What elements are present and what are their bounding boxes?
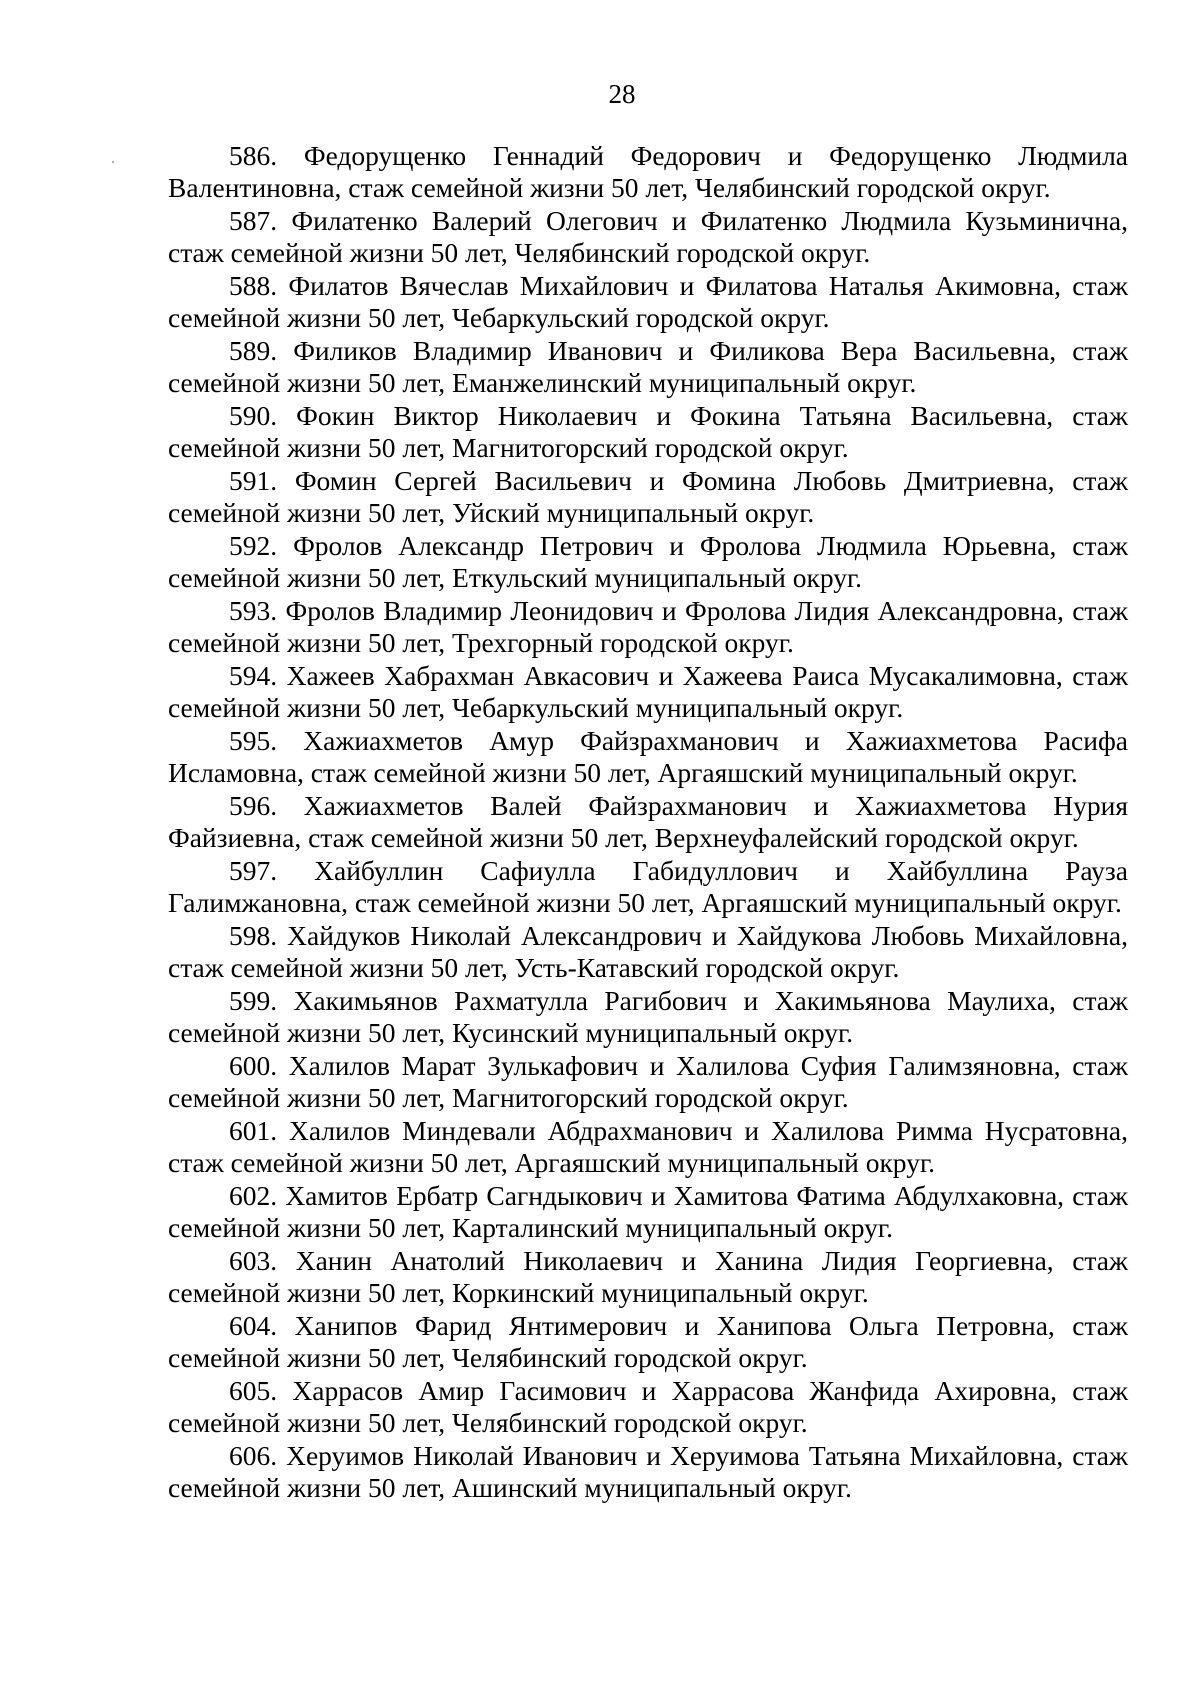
item-text: Ханин Анатолий Николаевич и Ханина Лидия Георгиевна, стаж семейной жизни 50 лет, Коркинский муниципальный округ. <box>168 1245 1128 1308</box>
item-number: 601. <box>229 1115 278 1146</box>
list-item <box>168 1180 1128 1244</box>
item-text: Федорущенко Геннадий Федорович и Федорущенко Людмила Валентиновна, стаж семейной жизни 50 лет, Челябинский городской округ. <box>168 140 1128 203</box>
item-number: 588. <box>229 270 278 301</box>
list-item <box>168 1050 1128 1114</box>
item-text: Фролов Александр Петрович и Фролова Людмила Юрьевна, стаж семейной жизни 50 лет, Еткульский муниципальный округ. <box>168 530 1129 593</box>
list-item <box>168 1375 1128 1439</box>
item-text: Хажиахметов Валей Файзрахманович и Хажиахметова Нурия Файзиевна, стаж семейной жизни 50 лет, Верхнеуфалейский городской округ. <box>168 790 1128 853</box>
list-item <box>168 985 1128 1049</box>
list-item <box>168 530 1128 594</box>
list-item <box>168 920 1128 984</box>
item-text: Хайдуков Николай Александрович и Хайдукова Любовь Михайловна, стаж семейной жизни 50 лет, Усть-Катавский городской округ. <box>168 920 1129 983</box>
list-item <box>168 1440 1128 1504</box>
item-number: 591. <box>229 465 278 496</box>
page-number: 28 <box>608 79 636 109</box>
item-number: 586. <box>229 140 278 171</box>
item-number: 595. <box>229 725 278 756</box>
item-text: Халилов Марат Зулькафович и Халилова Суфия Галимзяновна, стаж семейной жизни 50 лет, Магнитогорский городской округ. <box>168 1050 1128 1113</box>
item-text: Херуимов Николай Иванович и Херуимова Татьяна Михайловна, стаж семейной жизни 50 лет, Ашинский муниципальный округ. <box>168 1440 1129 1503</box>
item-number: 587. <box>229 205 278 236</box>
list-item <box>168 595 1128 659</box>
item-text: Харрасов Амир Гасимович и Харрасова Жанфида Ахировна, стаж семейной жизни 50 лет, Челябинский городской округ. <box>168 1375 1129 1438</box>
item-number: 605. <box>229 1375 278 1406</box>
list-item <box>168 465 1128 529</box>
list-item <box>168 400 1128 464</box>
item-number: 606. <box>229 1440 278 1471</box>
list-item <box>168 205 1128 269</box>
item-text: Фокин Виктор Николаевич и Фокина Татьяна Васильевна, стаж семейной жизни 50 лет, Магнитогорский городской округ. <box>168 400 1128 463</box>
list-item <box>168 660 1128 724</box>
list-item <box>168 790 1128 854</box>
item-text: Филиков Владимир Иванович и Филикова Вера Васильевна, стаж семейной жизни 50 лет, Еманжелинский муниципальный округ. <box>168 335 1128 398</box>
item-text: Хакимьянов Рахматулла Рагибович и Хакимьянова Маулиха, стаж семейной жизни 50 лет, Кусинский муниципальный округ. <box>168 985 1128 1048</box>
item-number: 598. <box>229 920 278 951</box>
item-number: 604. <box>229 1310 278 1341</box>
item-number: 602. <box>229 1180 278 1211</box>
item-number: 592. <box>229 530 278 561</box>
item-text: Фомин Сергей Васильевич и Фомина Любовь Дмитриевна, стаж семейной жизни 50 лет, Уйский муниципальный округ. <box>168 465 1128 528</box>
item-text: Хамитов Ербатр Сагндыкович и Хамитова Фатима Абдулхаковна, стаж семейной жизни 50 лет, Карталинский муниципальный округ. <box>168 1180 1128 1243</box>
item-number: 596. <box>229 790 278 821</box>
list-item <box>168 1310 1128 1374</box>
item-number: 597. <box>229 855 278 886</box>
item-text: Филатенко Валерий Олегович и Филатенко Людмила Кузьминична, стаж семейной жизни 50 лет, Челябинский городской округ. <box>168 205 1128 268</box>
item-number: 589. <box>229 335 278 366</box>
item-number: 603. <box>229 1245 278 1276</box>
item-text: Филатов Вячеслав Михайлович и Филатова Наталья Акимовна, стаж семейной жизни 50 лет, Чебаркульский городской округ. <box>168 270 1129 333</box>
list-item <box>168 1245 1128 1309</box>
item-text: Ханипов Фарид Янтимерович и Ханипова Ольга Петровна, стаж семейной жизни 50 лет, Челябинский городской округ. <box>168 1310 1128 1373</box>
list-item <box>168 270 1128 334</box>
item-text: Фролов Владимир Леонидович и Фролова Лидия Александровна, стаж семейной жизни 50 лет, Трехгорный городской округ. <box>168 595 1128 658</box>
list-item <box>168 725 1128 789</box>
item-number: 590. <box>229 400 278 431</box>
list-item <box>168 335 1128 399</box>
awardee-list <box>168 140 1128 1505</box>
item-text: Хайбуллин Сафиулла Габидуллович и Хайбуллина Рауза Галимжановна, стаж семейной жизни 50 лет, Аргаяшский муниципальный округ. <box>168 855 1129 918</box>
scan-artifact <box>112 161 114 163</box>
item-number: 600. <box>229 1050 278 1081</box>
list-item <box>168 1115 1128 1179</box>
list-item <box>168 855 1128 919</box>
item-text: Хажиахметов Амур Файзрахманович и Хажиахметова Расифа Исламовна, стаж семейной жизни 50 лет, Аргаяшский муниципальный округ. <box>168 725 1128 788</box>
item-number: 599. <box>229 985 278 1016</box>
item-text: Халилов Миндевали Абдрахманович и Халилова Римма Нусратовна, стаж семейной жизни 50 лет, Аргаяшский муниципальный округ. <box>168 1115 1128 1178</box>
item-number: 593. <box>229 595 278 626</box>
item-text: Хажеев Хабрахман Авкасович и Хажеева Раиса Мусакалимовна, стаж семейной жизни 50 лет, Чебаркульский муниципальный округ. <box>168 660 1128 723</box>
item-number: 594. <box>229 660 278 691</box>
list-item <box>168 140 1128 204</box>
